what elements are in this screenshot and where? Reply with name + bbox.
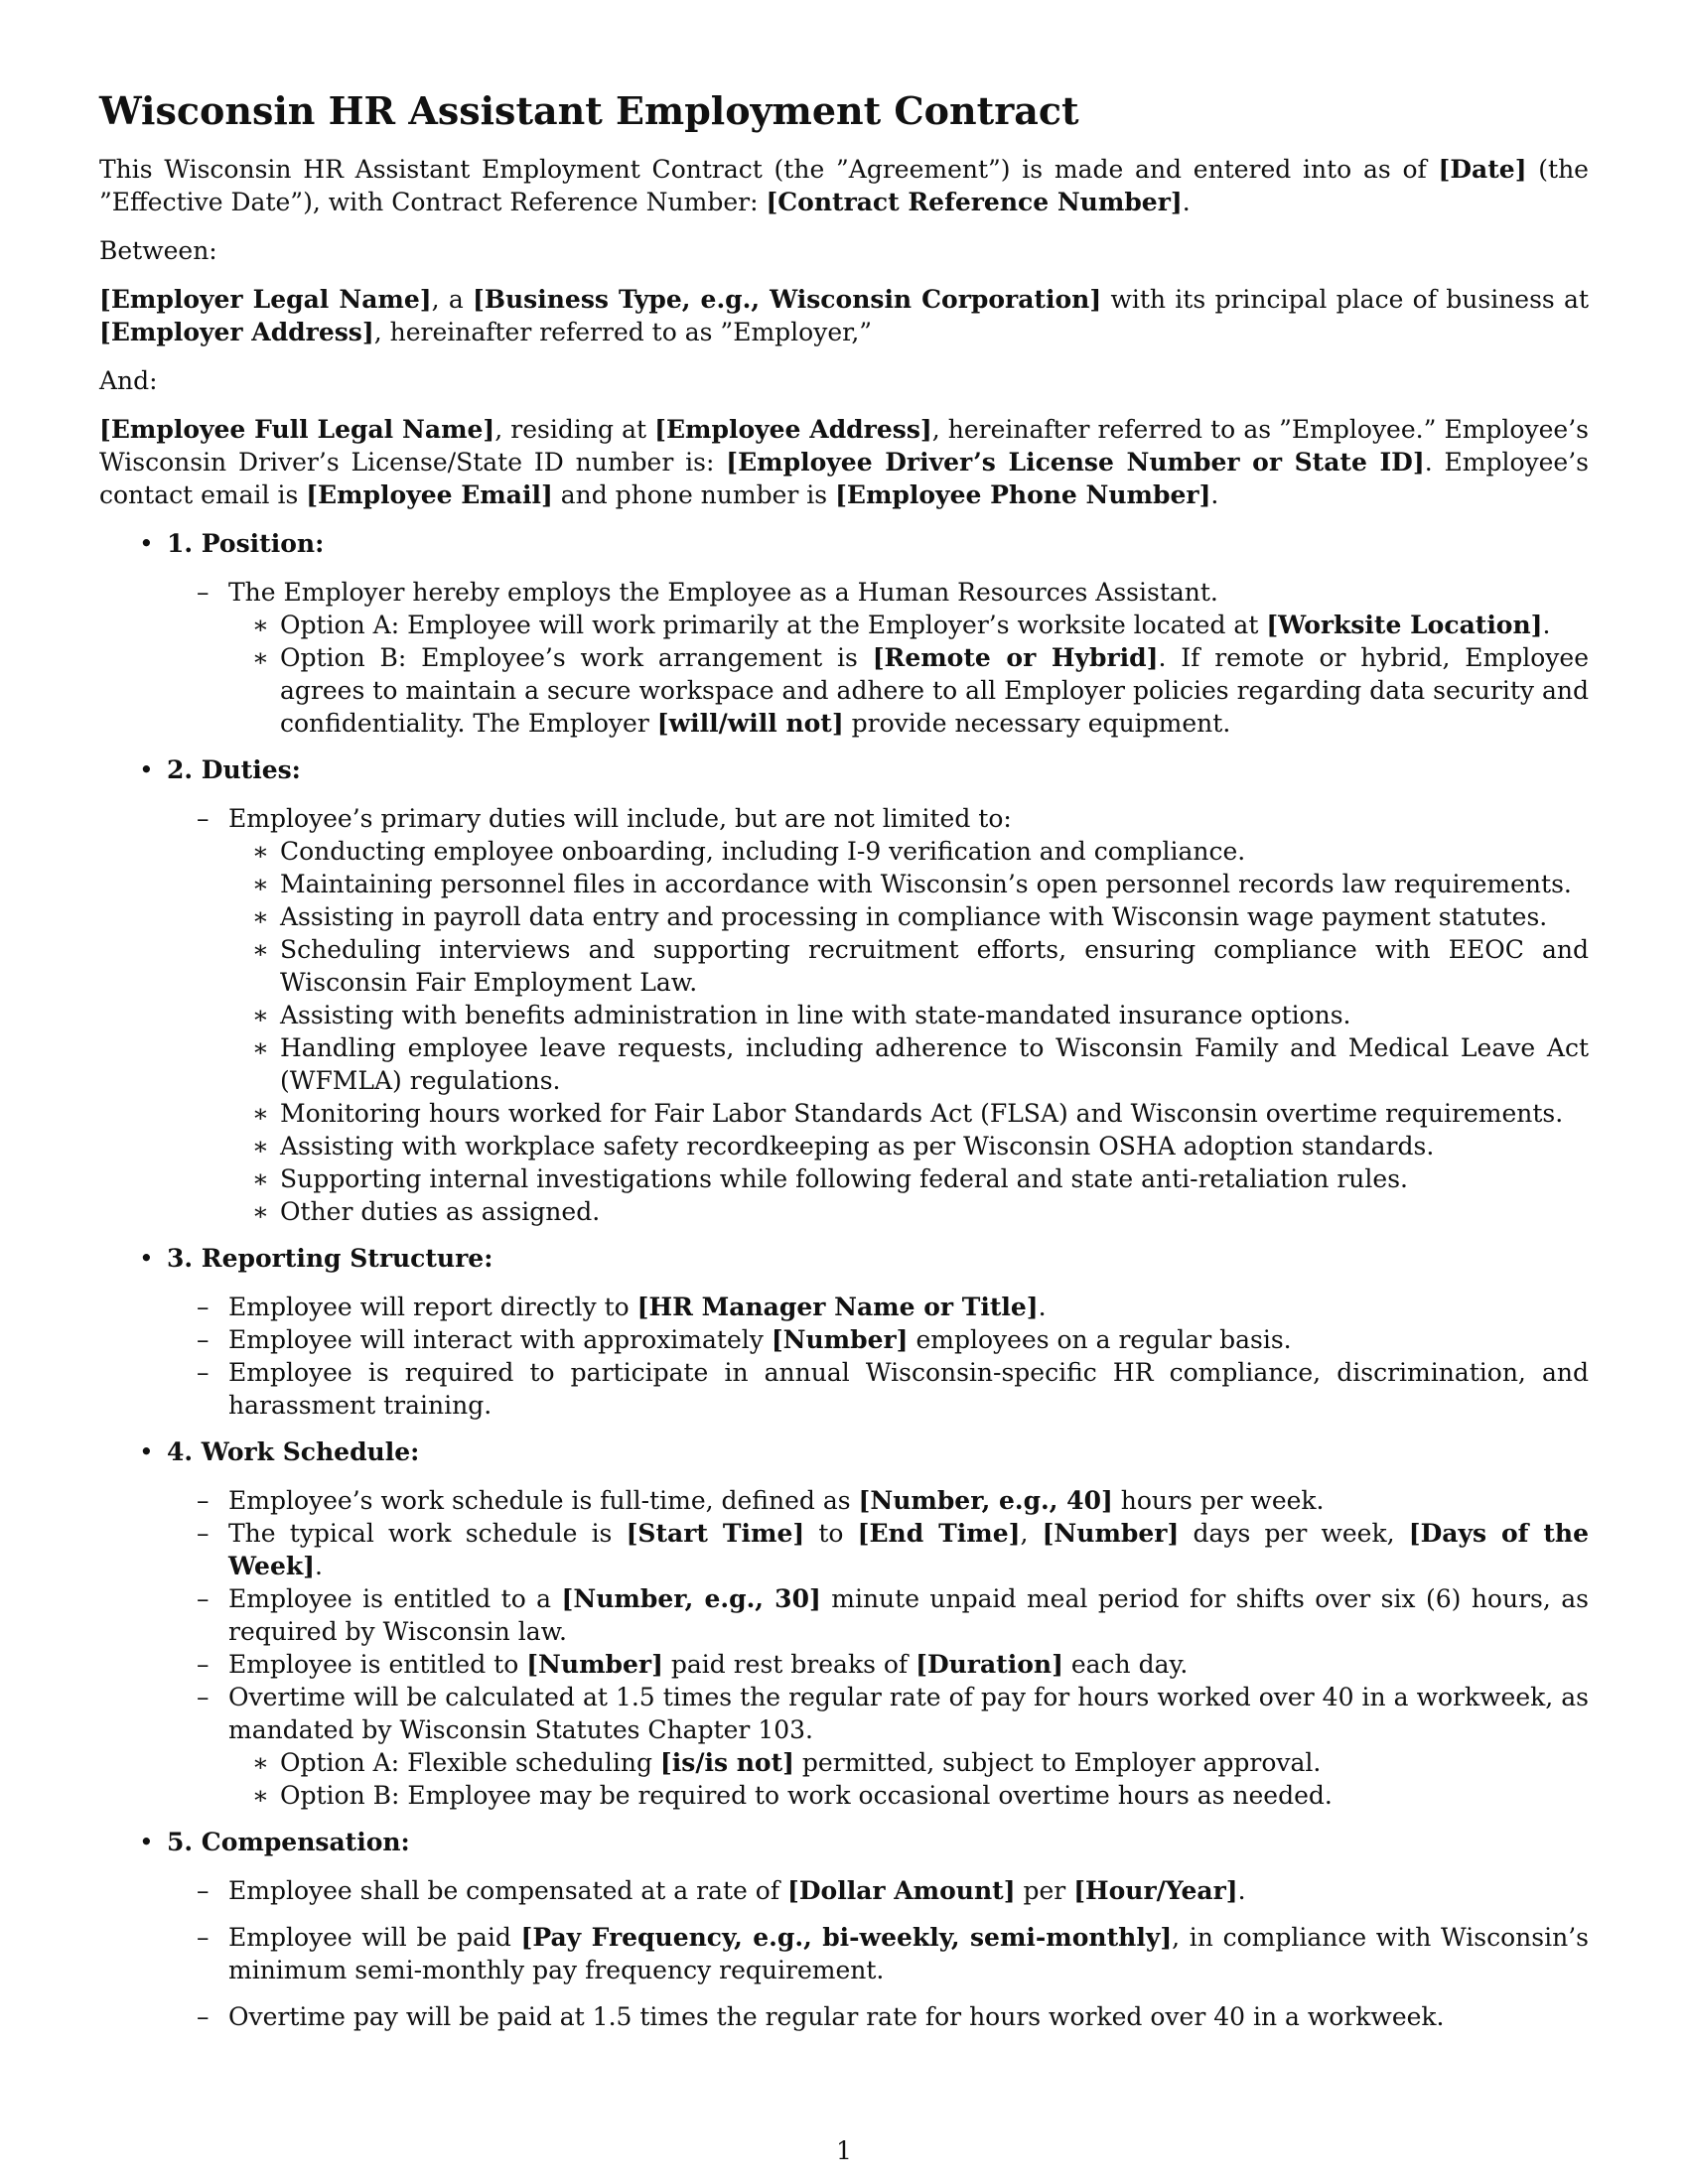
remote-hybrid-field: [Remote or Hybrid] (872, 643, 1159, 672)
start-time-field: [Start Time] (626, 1519, 805, 1548)
duty-item: ∗ Assisting in payroll data entry and processing in compliance with Wisconsin wage payment statutes. (252, 902, 1548, 931)
employee-address-field: [Employee Address] (654, 415, 932, 444)
list-item: – Employee will be paid [Pay Frequency, e.g., bi-weekly, semi-monthly], in compliance with Wisconsin’s minimum semi-monthly pay frequency requirement. (197, 1923, 1589, 1984)
list-item: – The typical work schedule is [Start Time] to [End Time], [Number] days per week, [Days of the Week]. (197, 1519, 1590, 1580)
dollar-amount-field: [Dollar Amount] (787, 1876, 1016, 1905)
equipment-field: [will/will not] (656, 709, 844, 738)
manager-field: [HR Manager Name or Title] (636, 1293, 1039, 1321)
end-time-field: [End Time] (857, 1519, 1021, 1548)
section-duties (99, 753, 1589, 1228)
number-field: [Number] (771, 1325, 909, 1354)
asterisk-icon: ∗ (252, 611, 269, 639)
dash-icon: – (197, 1358, 210, 1387)
dash-icon: – (197, 1683, 210, 1711)
section-title: 1. Position: (167, 529, 325, 558)
asterisk-icon: ∗ (252, 1748, 269, 1777)
list-item: – Employee shall be compensated at a rate of [Dollar Amount] per [Hour/Year]. (197, 1876, 1246, 1905)
list-item: – Employee is entitled to a [Number, e.g., 30] minute unpaid meal period for shifts over six (6) hours, as required by Wisconsin law. (197, 1584, 1589, 1646)
dash-icon: – (197, 1650, 210, 1679)
asterisk-icon: ∗ (252, 1132, 269, 1160)
and-label: And: (99, 366, 158, 395)
asterisk-icon: ∗ (252, 1781, 269, 1810)
duty-item: ∗ Conducting employee onboarding, including I-9 verification and compliance. (252, 837, 1246, 866)
duty-item: ∗ Scheduling interviews and supporting recruitment efforts, ensuring compliance with EEOC and Wisconsin Fair Employment Law. (252, 935, 1589, 997)
dash-icon: – (197, 2002, 210, 2031)
page-title: Wisconsin HR Assistant Employment Contract (99, 88, 1079, 133)
asterisk-icon: ∗ (252, 1001, 269, 1029)
bullet-icon: • (139, 529, 154, 558)
section-work-schedule (99, 1435, 1589, 1812)
list-item: – Employee will interact with approximately [Number] employees on a regular basis. (197, 1325, 1292, 1354)
asterisk-icon: ∗ (252, 902, 269, 931)
dash-icon: – (197, 1325, 210, 1354)
option-item: ∗ Option A: Employee will work primarily at the Employer’s worksite located at [Worksite Location]. (252, 611, 1551, 639)
days-of-week-field: [Days of the Week] (228, 1519, 1590, 1580)
section-title: 2. Duties: (167, 755, 301, 784)
employee-name-field: [Employee Full Legal Name] (99, 415, 495, 444)
duty-item: ∗ Handling employee leave requests, including adherence to Wisconsin Family and Medical Leave Act (WFMLA) regulations. (252, 1033, 1589, 1095)
list-item: – The Employer hereby employs the Employee as a Human Resources Assistant. ∗ Option A: Employee will work primarily at the Employer’s worksite located at [Worksite Location]. ∗ Option B: Employee’s work arrangement is [Remote or Hybrid]. If remote or hybrid, Employee agrees to maintain a secure workspace and adhere to all Employer policies regarding data security and confidentiality. The Employer [will/will not] provide necessary equipment. (197, 578, 1589, 738)
date-field: [Date] (1438, 155, 1527, 184)
days-number-field: [Number] (1042, 1519, 1180, 1548)
business-type-field: [Business Type, e.g., Wisconsin Corporation] (473, 285, 1102, 314)
flex-schedule-field: [is/is not] (659, 1748, 794, 1777)
intro-paragraph: This Wisconsin HR Assistant Employment Contract (the ”Agreement”) is made and entered into as of [Date] (the ”Effective Date”), with Contract Reference Number: [Contract Reference Number]. (99, 155, 1589, 216)
worksite-field: [Worksite Location] (1266, 611, 1543, 639)
employee-paragraph: [Employee Full Legal Name], residing at [Employee Address], hereinafter referred to as ”Employee.” Employee’s Wisconsin Driver’s License/State ID number is: [Employee Driver’s License Number or State ID]. Employee’s contact email is [Employee Email] and phone number is [Employee Phone Number]. (99, 415, 1589, 509)
employee-phone-field: [Employee Phone Number] (835, 480, 1211, 509)
pay-frequency-field: [Pay Frequency, e.g., bi-weekly, semi-monthly] (520, 1923, 1173, 1952)
option-item: ∗ Option B: Employee’s work arrangement is [Remote or Hybrid]. If remote or hybrid, Employee agrees to maintain a secure workspace and adhere to all Employer policies regarding data security and confidentiality. The Employer [will/will not] provide necessary equipment. (252, 643, 1589, 738)
dash-icon: – (197, 1486, 210, 1515)
section-title: 4. Work Schedule: (167, 1437, 420, 1466)
list-item: – Employee is required to participate in annual Wisconsin-specific HR compliance, discrimination, and harassment training. (197, 1358, 1589, 1420)
dash-icon: – (197, 1923, 210, 1952)
section-reporting (99, 1242, 1589, 1422)
bullet-icon: • (139, 1828, 154, 1856)
meal-minutes-field: [Number, e.g., 30] (561, 1584, 821, 1613)
list-item: – Overtime pay will be paid at 1.5 times the regular rate for hours worked over 40 in a workweek. (197, 2002, 1445, 2031)
asterisk-icon: ∗ (252, 1197, 269, 1226)
page-number: 1 (836, 2136, 852, 2165)
duration-field: [Duration] (915, 1650, 1063, 1679)
dash-icon: – (197, 578, 210, 607)
asterisk-icon: ∗ (252, 837, 269, 866)
option-item: ∗ Option A: Flexible scheduling [is/is not] permitted, subject to Employer approval. (252, 1748, 1322, 1777)
hours-field: [Number, e.g., 40] (858, 1486, 1113, 1515)
duty-item: ∗ Other duties as assigned. (252, 1197, 601, 1226)
section-title: 3. Reporting Structure: (167, 1244, 493, 1273)
list-item: – Employee will report directly to [HR Manager Name or Title]. (197, 1293, 1047, 1321)
asterisk-icon: ∗ (252, 1164, 269, 1193)
dash-icon: – (197, 1584, 210, 1613)
hour-year-field: [Hour/Year] (1073, 1876, 1238, 1905)
employee-email-field: [Employee Email] (306, 480, 553, 509)
section-position (99, 527, 1589, 740)
dash-icon: – (197, 1519, 210, 1548)
section-title: 5. Compensation: (167, 1828, 410, 1856)
between-label: Between: (99, 236, 217, 265)
bullet-icon: • (139, 1437, 154, 1466)
asterisk-icon: ∗ (252, 1099, 269, 1128)
duty-item: ∗ Supporting internal investigations while following federal and state anti-retaliation rules. (252, 1164, 1408, 1193)
asterisk-icon: ∗ (252, 1033, 269, 1062)
duty-item: ∗ Maintaining personnel files in accordance with Wisconsin’s open personnel records law requirements. (252, 870, 1572, 898)
dash-icon: – (197, 1293, 210, 1321)
duty-item: ∗ Assisting with workplace safety recordkeeping as per Wisconsin OSHA adoption standards. (252, 1132, 1435, 1160)
employer-paragraph: [Employer Legal Name], a [Business Type, e.g., Wisconsin Corporation] with its principal place of business at [Employer Address], hereinafter referred to as ”Employer,” (99, 285, 1589, 346)
duty-item: ∗ Monitoring hours worked for Fair Labor Standards Act (FLSA) and Wisconsin overtime requirements. (252, 1099, 1564, 1128)
employee-license-field: [Employee Driver’s License Number or State ID] (726, 448, 1425, 477)
rest-breaks-field: [Number] (526, 1650, 663, 1679)
asterisk-icon: ∗ (252, 643, 269, 672)
section-compensation (99, 1826, 1589, 2033)
list-item: – Employee’s primary duties will include, but are not limited to: ∗ Conducting employee onboarding, including I-9 verification and compliance. ∗ Maintaining personnel files in accordance with Wisconsin’s open personnel records law requirements. ∗ Assisting in payroll data entry and processing in compliance with Wisconsin wage payment statutes. ∗ Scheduling interviews and supporting recruitment efforts, ensuring compliance with EEOC and Wisconsin Fair Employment Law. ∗ Assisting with benefits administration in line with state-mandated insurance options. ∗ Handling employee leave requests, including adherence to Wisconsin Family and Medical Leave Act (WFMLA) regulations. ∗ Monitoring hours worked for Fair Labor Standards Act (FLSA) and Wisconsin overtime requirements. ∗ Assisting with workplace safety recordkeeping as per Wisconsin OSHA adoption standards. ∗ Supporting internal investigations while following federal and state anti-retaliation rules. ∗ Other duties as assigned. (197, 804, 1589, 1226)
option-item: ∗ Option B: Employee may be required to work occasional overtime hours as needed. (252, 1781, 1333, 1810)
list-item: – Employee is entitled to [Number] paid rest breaks of [Duration] each day. (197, 1650, 1189, 1679)
bullet-icon: • (139, 755, 154, 784)
contract-ref-field: [Contract Reference Number] (766, 188, 1183, 216)
list-item: – Overtime will be calculated at 1.5 times the regular rate of pay for hours worked over 40 in a workweek, as mandated by Wisconsin Statutes Chapter 103. ∗ Option A: Flexible scheduling [is/is not] permitted, subject to Employer approval. ∗ Option B: Employee may be required to work occasional overtime hours as needed. (197, 1683, 1589, 1810)
dash-icon: – (197, 1876, 210, 1905)
duty-item: ∗ Assisting with benefits administration in line with state-mandated insurance options. (252, 1001, 1351, 1029)
list-item: – Employee’s work schedule is full-time, defined as [Number, e.g., 40] hours per week. (197, 1486, 1325, 1515)
employer-address-field: [Employer Address] (99, 318, 374, 346)
dash-icon: – (197, 804, 210, 833)
bullet-icon: • (139, 1244, 154, 1273)
sections-list (99, 527, 1589, 2033)
asterisk-icon: ∗ (252, 935, 269, 964)
employer-name-field: [Employer Legal Name] (99, 285, 432, 314)
asterisk-icon: ∗ (252, 870, 269, 898)
